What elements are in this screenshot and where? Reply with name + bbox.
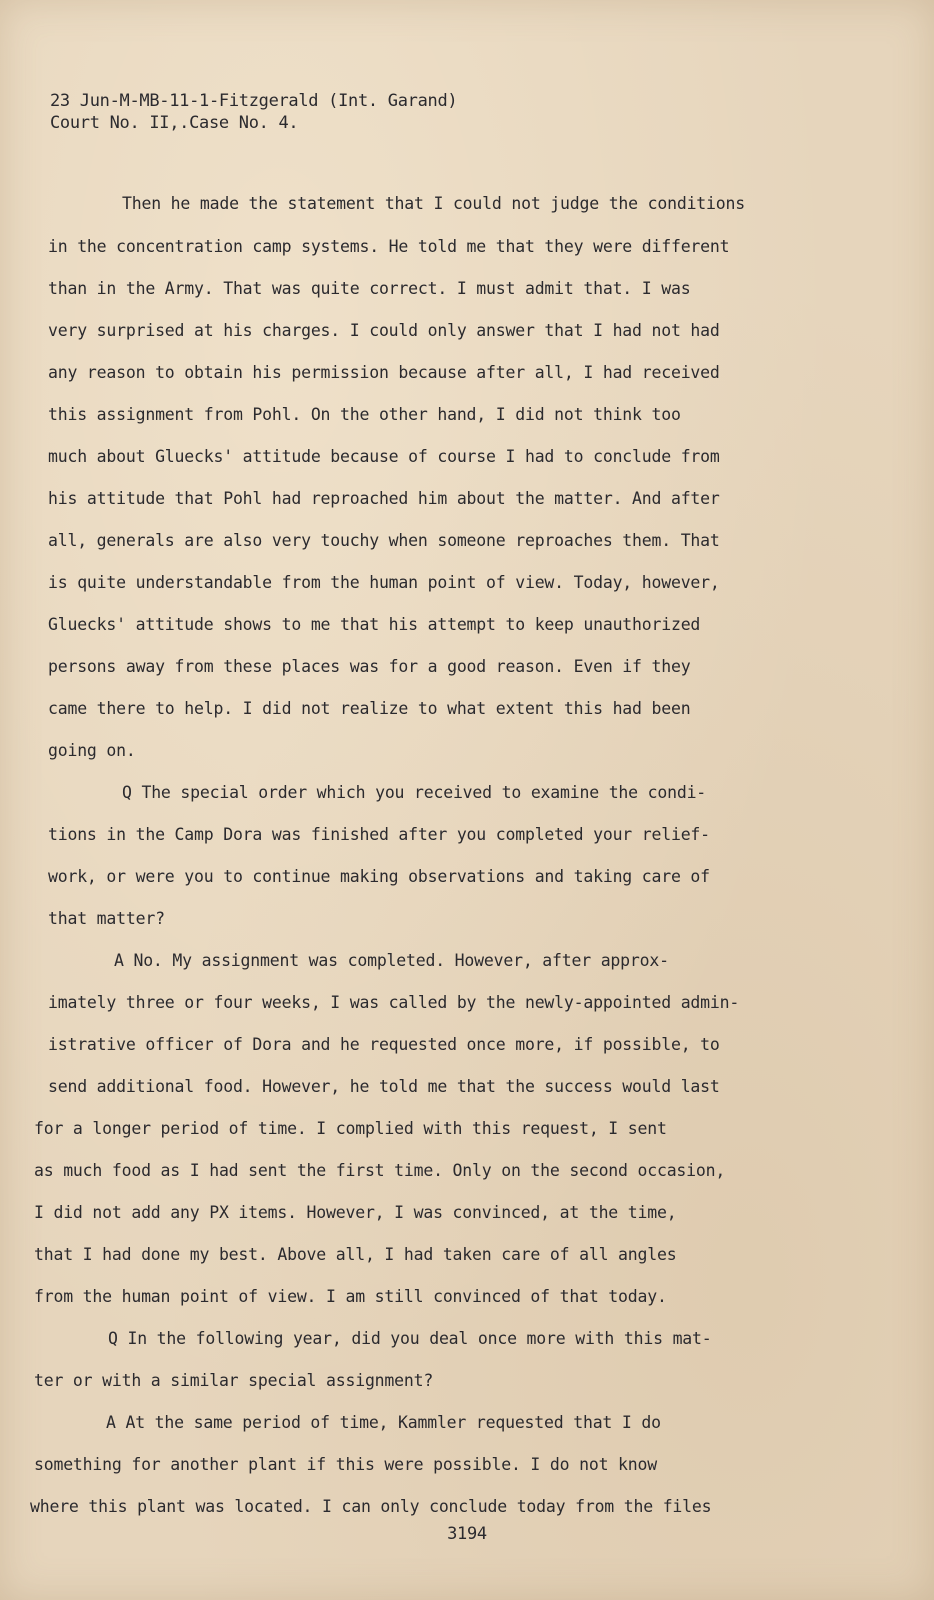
text-line: his attitude that Pohl had reproached him about the matter. And after [48,489,720,508]
text-line: work, or were you to continue making observations and taking care of [48,867,710,886]
text-line: all, generals are also very touchy when someone reproaches them. That [48,531,720,550]
text-line: for a longer period of time. I complied with this request, I sent [34,1119,667,1138]
text-line: send additional food. However, he told me that the success would last [48,1077,720,1096]
text-line: tions in the Camp Dora was finished after you completed your relief- [48,825,710,844]
text-line: going on. [48,741,136,760]
text-line: ter or with a similar special assignment? [34,1371,434,1390]
question-line: Q The special order which you received to examine the condi- [122,783,707,802]
text-line: this assignment from Pohl. On the other hand, I did not think too [48,405,681,424]
text-line: persons away from these places was for a good reason. Even if they [48,657,691,676]
answer-line: A No. My assignment was completed. However, after approx- [114,951,669,970]
text-line: from the human point of view. I am still convinced of that today. [34,1287,667,1306]
text-line: much about Gluecks' attitude because of course I had to conclude from [48,447,720,466]
text-line: imately three or four weeks, I was called by the newly-appointed admin- [48,993,740,1012]
answer-line: A At the same period of time, Kammler requested that I do [106,1413,661,1432]
text-line: istrative officer of Dora and he requested once more, if possible, to [48,1035,720,1054]
text-line: Gluecks' attitude shows to me that his attempt to keep unauthorized [48,615,701,634]
text-line: something for another plant if this were possible. I do not know [34,1455,657,1474]
text-line: came there to help. I did not realize to what extent this had been [48,699,691,718]
text-line: than in the Army. That was quite correct. I must admit that. I was [48,279,691,298]
page-number: 3194 [447,1524,487,1544]
text-line: any reason to obtain his permission because after all, I had received [48,363,720,382]
text-line: where this plant was located. I can only conclude today from the files [30,1497,712,1516]
text-line: very surprised at his charges. I could only answer that I had not had [48,321,720,340]
text-line: that matter? [48,909,165,928]
question-line: Q In the following year, did you deal once more with this mat- [108,1329,712,1348]
text-line: I did not add any PX items. However, I was convinced, at the time, [34,1203,677,1222]
text-line: in the concentration camp systems. He told me that they were different [48,237,730,256]
text-line: that I had done my best. Above all, I had taken care of all angles [34,1245,677,1264]
court-case-number: Court No. II,.Case No. 4. [50,113,299,133]
case-reference: 23 Jun-M-MB-11-1-Fitzgerald (Int. Garand) [50,91,458,111]
text-line: as much food as I had sent the first time. Only on the second occasion, [34,1161,726,1180]
case-header [50,90,457,134]
text-line: is quite understandable from the human point of view. Today, however, [48,573,720,592]
text-line: Then he made the statement that I could not judge the conditions [122,194,745,213]
